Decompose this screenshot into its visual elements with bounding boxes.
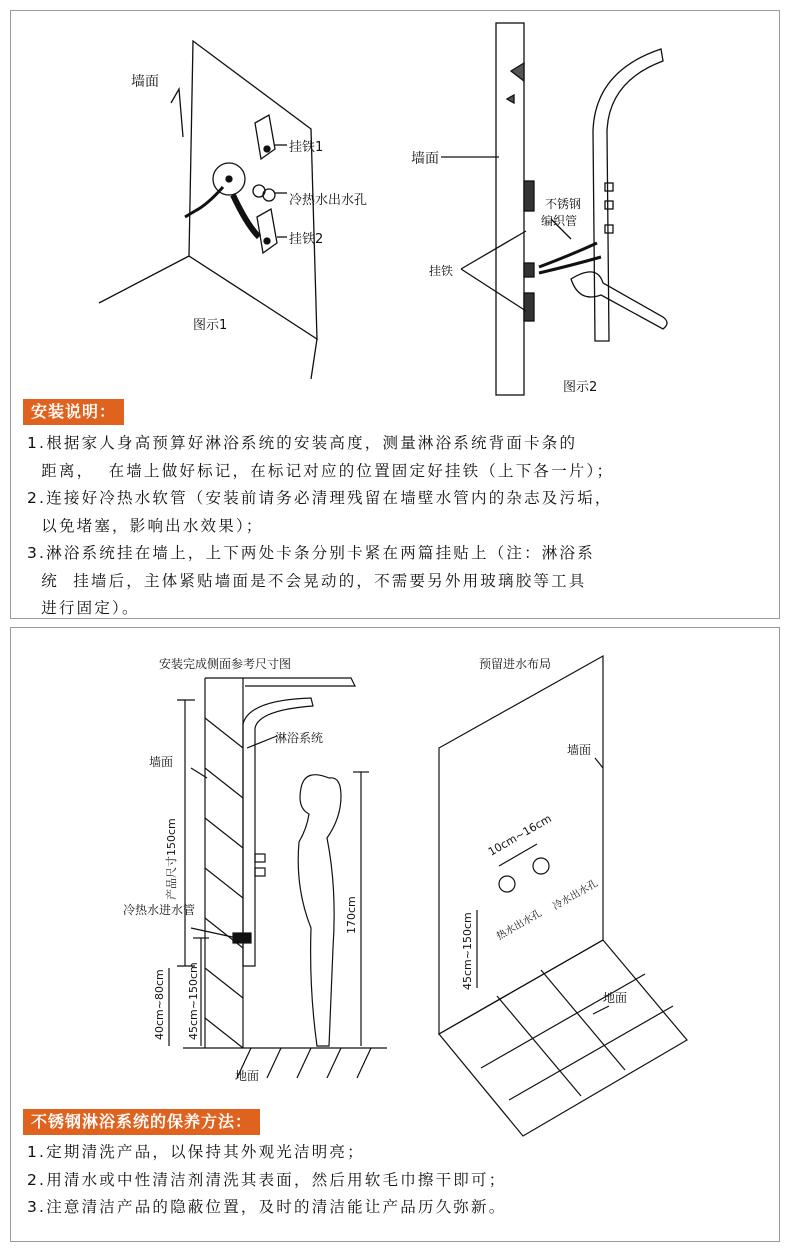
hot-outlet (499, 876, 515, 892)
hose-label-line2: 编织管 (541, 214, 578, 228)
inlet-pointer (191, 928, 237, 938)
layout-wall-pointer (595, 758, 603, 768)
installation-step-3-line-3: 进行固定）。 (27, 599, 140, 617)
installation-step-3-line-1: 3.淋浴系统挂在墙上，上下两处卡条分别卡紧在两篇挂贴上（注：淋浴系 (27, 544, 595, 562)
fig2-bracket-label: 挂铁 (429, 264, 454, 278)
installation-section-title: 安装说明： (23, 399, 124, 425)
fig2-wall-slab (496, 23, 524, 395)
layout-view-title: 预留进水布局 (479, 657, 552, 671)
hose-label-line1: 不锈钢 (545, 197, 582, 211)
side-view-title: 安装完成侧面参考尺寸图 (159, 657, 292, 671)
system-pointer (247, 736, 277, 748)
bracket2-shape (257, 209, 277, 253)
maintenance-step-1-line: 1.定期清洗产品，以保持其外观光洁明亮； (27, 1143, 365, 1161)
installation-step-3-line-2: 统 挂墙后，主体紧贴墙面是不会晃动的，不需要另外用玻璃胶等工具 (27, 571, 587, 590)
layout-height-label: 45cm~150cm (461, 912, 474, 990)
bracket1-shape (255, 115, 275, 159)
fig1-wall-pointer (171, 89, 183, 137)
installation-step-2 (27, 485, 614, 540)
maintenance-step-3-line: 3.注意清洁产品的隐蔽位置，及时的清洁能让产品历久弥新。 (27, 1198, 507, 1216)
layout-floor-pointer (593, 1006, 609, 1014)
maintenance-step-3 (27, 1194, 506, 1222)
layout-wall-label: 墙面 (567, 743, 592, 757)
outlet-label: 冷热水出水孔 (289, 193, 368, 208)
bracket1-label: 挂铁1 (289, 140, 324, 155)
side-floor-label: 地面 (235, 1069, 260, 1083)
installation-step-3 (27, 540, 614, 623)
braided-hose (539, 243, 597, 267)
layout-floor-plane (439, 940, 687, 1136)
wrench (571, 272, 667, 329)
installation-step-1-line-1: 1.根据家人身高预算好淋浴系统的安装高度，测量淋浴系统背面卡条的 (27, 434, 578, 452)
fig1-floor-line (99, 256, 189, 303)
installation-step-1 (27, 430, 614, 485)
product-size-label: 产品尺寸150cm (165, 818, 178, 900)
maintenance-step-1 (27, 1139, 506, 1167)
installation-panel (10, 10, 780, 619)
height-170-label: 170cm (345, 896, 358, 934)
system-label: 淋浴系统 (275, 731, 324, 745)
maintenance-steps (27, 1139, 506, 1222)
cold-outlet (533, 858, 549, 874)
cold-outlet-label: 冷水出水孔 (551, 878, 600, 913)
installation-step-1-line-2: 距离， 在墙上做好标记，在标记对应的位置固定好挂铁（上下各一片）； (27, 461, 615, 480)
installation-step-2-line-2: 以免堵塞，影响出水效果）； (27, 516, 264, 535)
layout-floor-label: 地面 (603, 991, 628, 1005)
range-40-80-label: 40cm~80cm (153, 969, 166, 1040)
fig1-wall-label: 墙面 (131, 74, 159, 90)
fig2-wall-label: 墙面 (411, 151, 439, 167)
installation-step-2-line-1: 2.连接好冷热水软管（安装前请务必清理残留在墙壁水管内的杂志及污垢， (27, 489, 613, 507)
maintenance-panel (10, 627, 780, 1242)
installation-steps (27, 430, 614, 623)
range-45-150-label: 45cm~150cm (187, 962, 200, 1040)
inlet-label: 冷热水进水管 (123, 903, 196, 917)
bracket2-label: 挂铁2 (289, 232, 324, 247)
side-wall-label: 墙面 (149, 755, 174, 769)
fig2-caption: 图示2 (563, 380, 598, 395)
person-figure (298, 775, 341, 1046)
curved-arrow (233, 195, 259, 237)
ceiling-shelf (205, 678, 355, 686)
fig1-corner-line (311, 339, 317, 379)
maintenance-section-title: 不锈钢淋浴系统的保养方法： (23, 1109, 260, 1135)
maintenance-step-2-line: 2.用清水或中性清洁剂清洗其表面，然后用软毛巾擦干即可； (27, 1170, 507, 1189)
maintenance-step-2 (27, 1167, 506, 1195)
hot-outlet-label: 热水出水孔 (495, 908, 544, 943)
outlet-hole-2 (263, 189, 275, 201)
spacing-label: 10cm~16cm (486, 811, 554, 859)
fig1-caption: 图示1 (193, 318, 228, 333)
